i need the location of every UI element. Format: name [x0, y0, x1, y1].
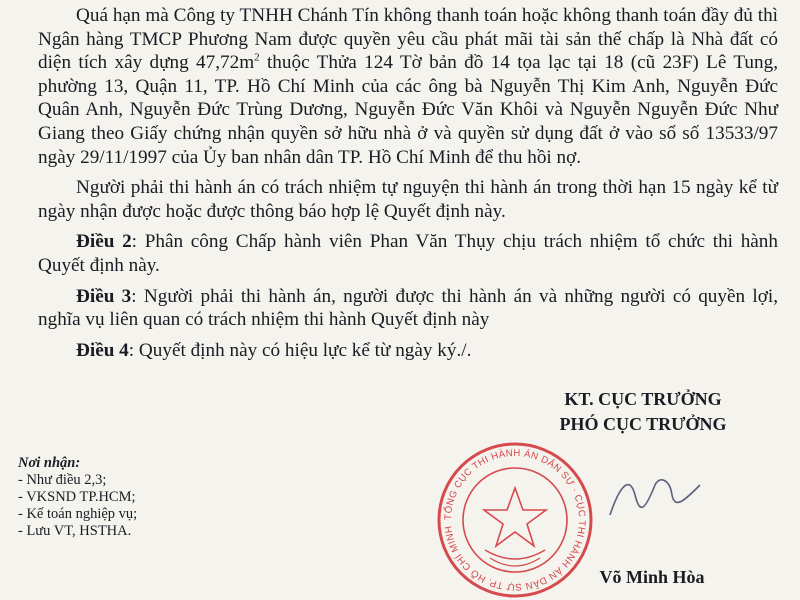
article-2: Điều 2: Phân công Chấp hành viên Phan Văn Thụy chịu trách nhiệm tổ chức thi hành Quyết định này. [38, 231, 778, 276]
reverse-side-bleed-through [330, 360, 510, 388]
recipient-item: - VKSND TP.HCM; [18, 489, 136, 505]
article-3: Điều 3: Người phải thi hành án, người được thi hành án và những người có quyền lợi, nghĩa vụ liên quan có trách nhiệm thi hành Quyết định này [38, 285, 779, 331]
paragraph-foreclosure: Quá hạn mà Công ty TNHH Chánh Tín không thanh toán hoặc không thanh toán đầy đủ thì Ngân hàng TMCP Phương Nam được quyền yêu cầu phát mãi tài sản thế chấp là Nhà đất có diện tích xây dựng $47,72m^2$ thuộc Thửa 124 Tờ bản đồ 14 tọa lạc tại 18 (cũ 23F) Lê Tung, phường 13, Quận 11, TP. Hồ Chí Minh của các ông bà Nguyễn Thị Kim Anh, Nguyễn Đức Quân Anh, Nguyễn Đức Trùng Dương, Nguyễn Đức Văn Khôi và Nguyễn Nguyễn Đức Như Giang theo Giấy chứng nhận quyền sở hữu nhà ở và quyền sử dụng đất ở vào sổ số 13533/97 ngày 29/11/1997 của Ủy ban nhân dân TP. Hồ Chí Minh để thu hồi nợ. [38, 5, 778, 168]
signatory-title: KT. CỤC TRƯỞNG PHÓ CỤC TRƯỞNG [559, 389, 727, 434]
recipient-item: - Kế toán nghiệp vụ; [18, 506, 138, 522]
article-2-label: Điều 2 [76, 231, 132, 253]
handwritten-signature [600, 455, 720, 535]
signer-name: Võ Minh Hòa [599, 567, 705, 587]
recipient-item: - Như điều 2,3; [18, 472, 107, 488]
stamp-text: TỔNG CỤC THI HÀNH ÁN DÂN SỰ · CỤC THI HÀNH ÁN DÂN SỰ TP. HỒ CHÍ MINH [442, 447, 588, 593]
article-4: Điều 4: Quyết định này có hiệu lực kể từ ngày ký./. [76, 339, 472, 361]
decision-body [38, 4, 778, 362]
recipients-heading: Nơi nhận: [18, 455, 81, 471]
article-4-label: Điều 4 [76, 339, 129, 361]
recipient-item: - Lưu VT, HSTHA. [18, 523, 132, 539]
recipients-list [18, 455, 278, 540]
paragraph-deadline: Người phải thi hành án có trách nhiệm tự nguyện thi hành án trong thời hạn 15 ngày kể từ ngày nhận được hoặc được thông báo hợp lệ Quyết định này. [38, 177, 778, 222]
article-3-label: Điều 3 [76, 285, 132, 307]
svg-text:TỔNG CỤC THI HÀNH ÁN DÂN SỰ · [442, 448, 587, 592]
